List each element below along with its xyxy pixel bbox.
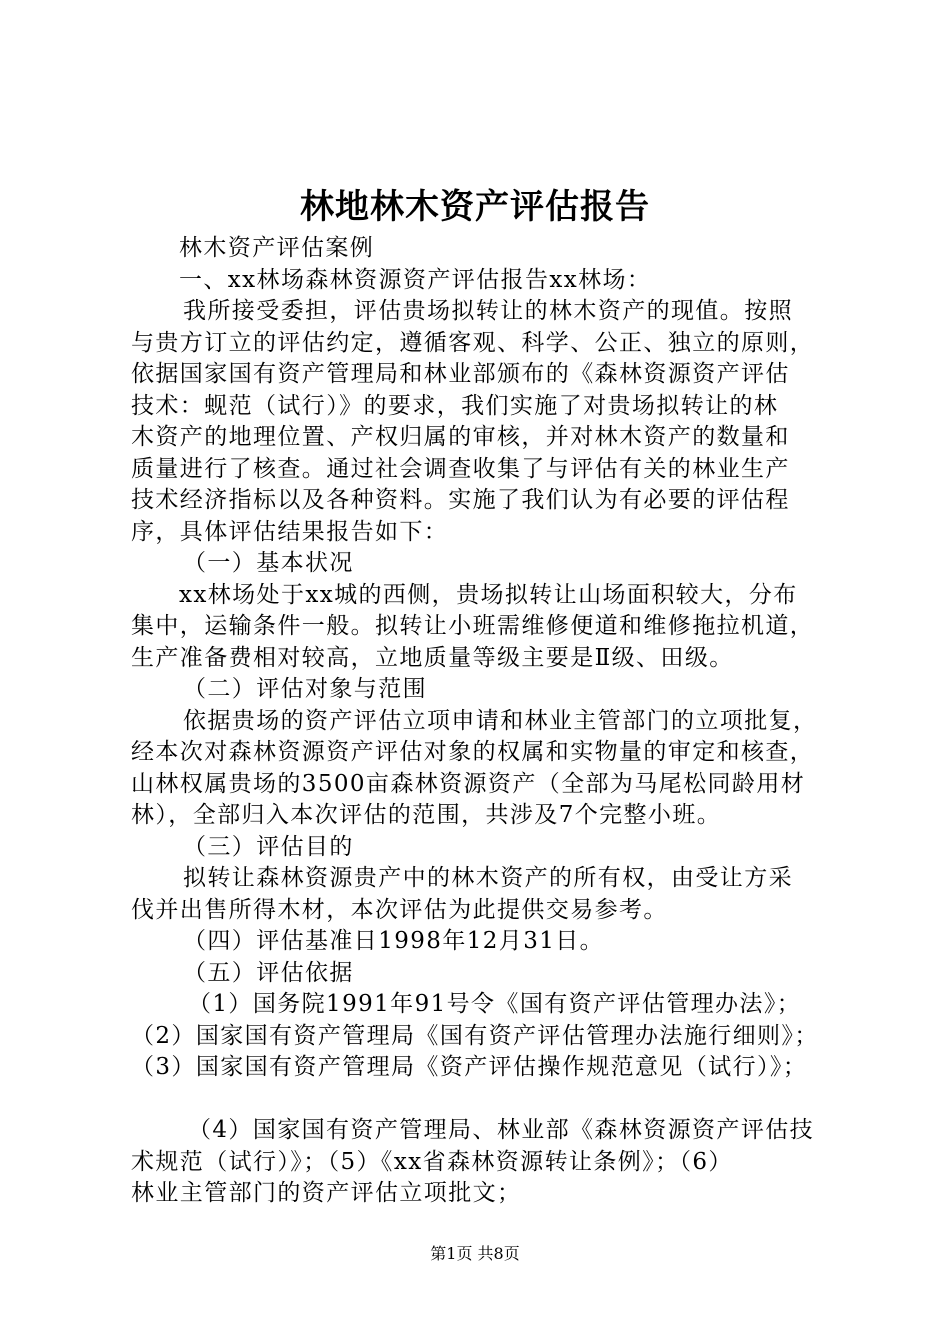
blank-line (131, 1084, 831, 1116)
paragraph-line: 一、xx林场森林资源资产评估报告xx林场： (179, 266, 652, 293)
document-body (131, 233, 831, 1210)
list-item: （4）国家国有资产管理局、林业部《森林资源资产评估技 (188, 1117, 815, 1143)
paragraph-line: xx林场处于xx城的西侧，贵场拟转让山场面积较大，分布 (179, 581, 798, 608)
list-item: （2）国家国有资产管理局《国有资产评估管理办法施行细则》； (131, 1022, 819, 1049)
paragraph-line: 我所接受委担，评估贵场拟转让的林木资产的现值。按照 (183, 298, 793, 324)
paragraph-line: 技术经济指标以及各种资料。实施了我们认为有必要的评估程 (131, 487, 790, 513)
section-heading: （二）评估对象与范围 (183, 676, 427, 702)
paragraph-line: 拟转让森林资源贵产中的林木资产的所有权，由受让方采 (183, 865, 793, 891)
list-item: （3）国家国有资产管理局《资产评估操作规范意见（试行）》； (131, 1054, 808, 1080)
paragraph-line: 林木资产评估案例 (179, 235, 375, 261)
paragraph-line: 技术：蚬范（试行）》的要求，我们实施了对贵场拟转让的林 (131, 392, 779, 419)
paragraph-line: 伐并出售所得木材，本次评估为此提供交易参考。 (131, 896, 668, 923)
paragraph-line: 序，具体评估结果报告如下： (131, 518, 449, 545)
section-heading: （一）基本状况 (183, 550, 354, 576)
paragraph-line: 山林权属贵场的3500亩森林资源资产（全部为马尾松同龄用材 (131, 770, 806, 797)
section-heading: （五）评估依据 (183, 959, 354, 986)
list-item: 术规范（试行）》；（5）《xx省森林资源转让条例》；（6） (131, 1148, 733, 1175)
list-item: 林业主管部门的资产评估立项批文； (131, 1180, 522, 1206)
page-footer: 第1页 共8页 (430, 1244, 520, 1263)
document-title: 林地林木资产评估报告 (300, 187, 650, 227)
paragraph-line: 依据贵场的资产评估立项申请和林业主管部门的立项批复， (183, 707, 818, 734)
paragraph-line: 集中，运输条件一般。拟转让小班需维修便道和维修拖拉机道， (131, 613, 815, 639)
paragraph-line: 经本次对森林资源资产评估对象的权属和实物量的审定和核查， (131, 739, 815, 765)
paragraph-line: 生产准备费相对较高，立地质量等级主要是Ⅱ级、田级。 (131, 644, 734, 671)
paragraph-line: 与贵方订立的评估约定，遵循客观、科学、公正、独立的原则， (131, 329, 815, 356)
paragraph-line: 依据国家国有资产管理局和林业部颁布的《森林资源资产评估 (131, 361, 790, 387)
paragraph-line: 林），全部归入本次评估的范围，共涉及7个完整小班。 (131, 802, 722, 828)
paragraph-line: 木资产的地理位置、产权归属的审核，并对林木资产的数量和 (131, 424, 790, 450)
list-item: （1）国务院1991年91号令《国有资产评估管理办法》； (188, 991, 802, 1017)
section-heading: （三）评估目的 (183, 833, 354, 860)
section-heading: （四）评估基准日1998年12月31日。 (183, 928, 605, 954)
paragraph-line: 质量进行了核查。通过社会调查收集了与评估有关的林业生产 (131, 455, 790, 482)
